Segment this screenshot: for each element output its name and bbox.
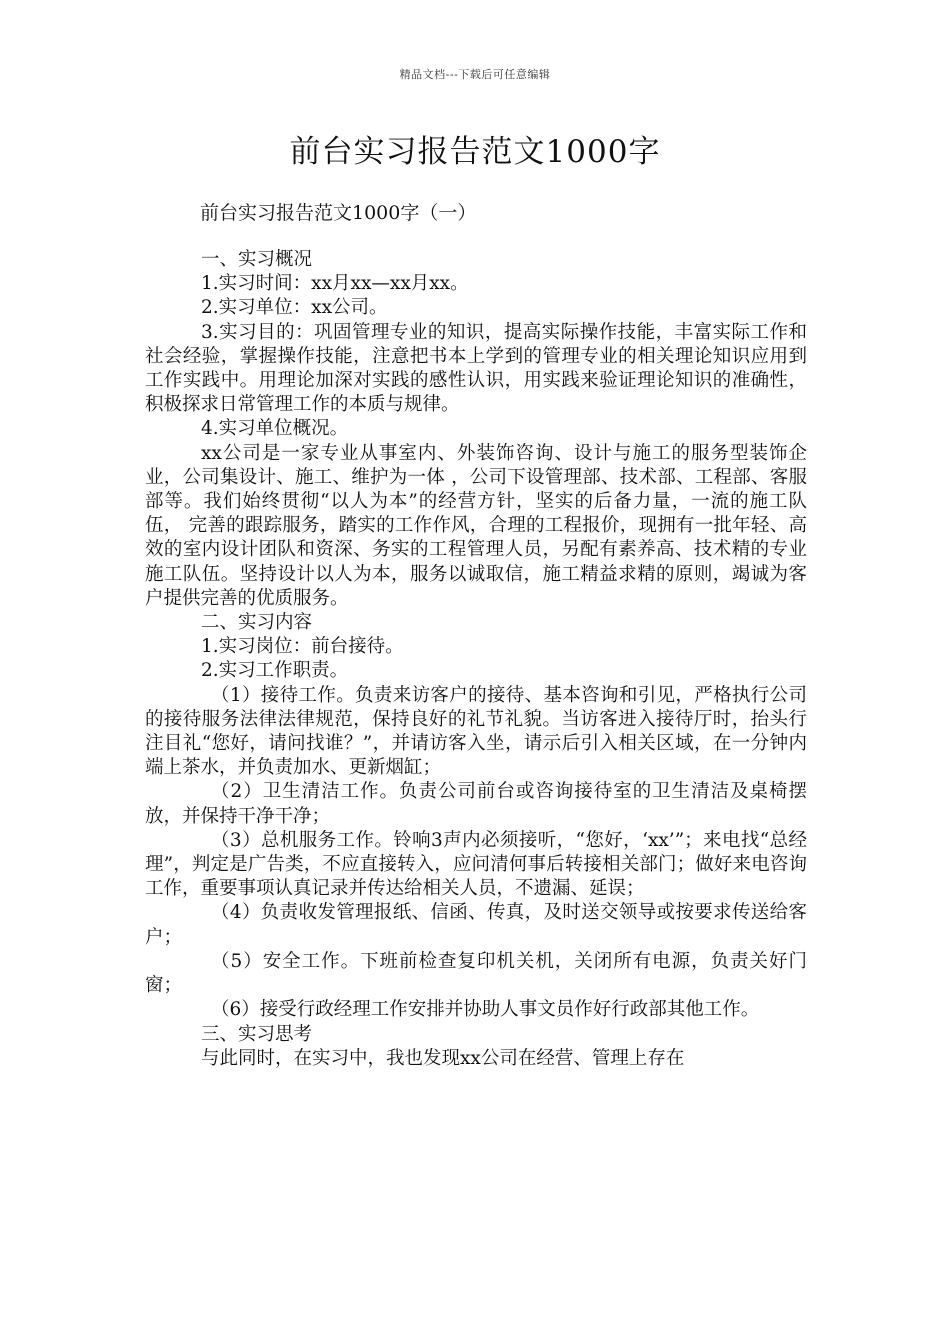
paragraph: （2）卫生清洁工作。负责公司前台或咨询接待室的卫生清洁及桌椅摆放，并保持干净干净； — [145, 781, 807, 827]
paragraph: 与此同时，在实习中，我也发现xx公司在经营、管理上存在 — [201, 1047, 685, 1069]
paragraph: 2.实习工作职责。 — [201, 660, 349, 682]
paragraph: 3.实习目的：巩固管理专业的知识，提高实际操作技能，丰富实际工作和社会经验，掌握操作技能，注意把书本上学到的管理专业的相关理论知识应用到工作实践中。用理论加深对实践的感性认识，用实践来验证理论知识的准确性，积极探求日常管理工作的本质与规律。 — [145, 321, 807, 416]
document-subtitle: 前台实习报告范文1000字（一） — [200, 202, 477, 224]
paragraph: （4）负责收发管理报纸、信函、传真，及时送交领导或按要求传送给客户； — [145, 902, 807, 948]
paragraph: 1.实习岗位：前台接待。 — [201, 636, 404, 658]
document-title: 前台实习报告范文1000字 — [289, 134, 661, 170]
section-heading: 一、实习概况 — [201, 249, 313, 270]
section-heading: 三、实习思考 — [201, 1023, 313, 1045]
paragraph: 1.实习时间：xx月xx—xx月xx。 — [201, 273, 469, 295]
paragraph: （3）总机服务工作。铃响3声内必须接听，“您好，‘xx’”；来电找“总经理”，判定是广告类，不应直接转入，应问清何事后转接相关部门；做好来电咨询工作，重要事项认真记录并传达给相关人员，不遗漏、延误； — [145, 829, 807, 900]
section-heading: 二、实习内容 — [201, 612, 313, 634]
header-note: 精品文档---下载后可任意编辑 — [399, 68, 551, 81]
document-body — [145, 248, 807, 1071]
paragraph: 2.实习单位：xx公司。 — [201, 297, 388, 319]
paragraph: （5）安全工作。下班前检查复印机关机，关闭所有电源，负责关好门窗； — [145, 950, 807, 997]
paragraph: （1）接待工作。负责来访客户的接待、基本咨询和引见，严格执行公司的接待服务法律法律规范，保持良好的礼节礼貌。当访客进入接待厅时，抬头行注目礼“您好，请问找谁？”，并请访客入坐，请示后引入相关区域，在一分钟内端上茶水，并负责加水、更新烟缸； — [145, 684, 807, 779]
paragraph: xx公司是一家专业从事室内、外装饰咨询、设计与施工的服务型装饰企业，公司集设计、施工、维护为一体 ，公司下设管理部、技术部、工程部、客服部等。我们始终贯彻“以人为本”的经营方针，坚实的后备力量，一流的施工队伍， 完善的跟踪服务，踏实的工作作风，合理的工程报价，现拥有一批年轻、高效的室内设计团队和资深、务实的工程管理人员，另配有素养高、技术精的专业施工队伍。坚持设计以人为本，服务以诚取信，施工精益求精的原则，竭诚为客户提供完善的优质服务。 — [145, 442, 807, 609]
paragraph: 4.实习单位概况。 — [201, 418, 349, 440]
paragraph: （6）接受行政经理工作安排并协助人事文员作好行政部其他工作。 — [211, 999, 760, 1021]
